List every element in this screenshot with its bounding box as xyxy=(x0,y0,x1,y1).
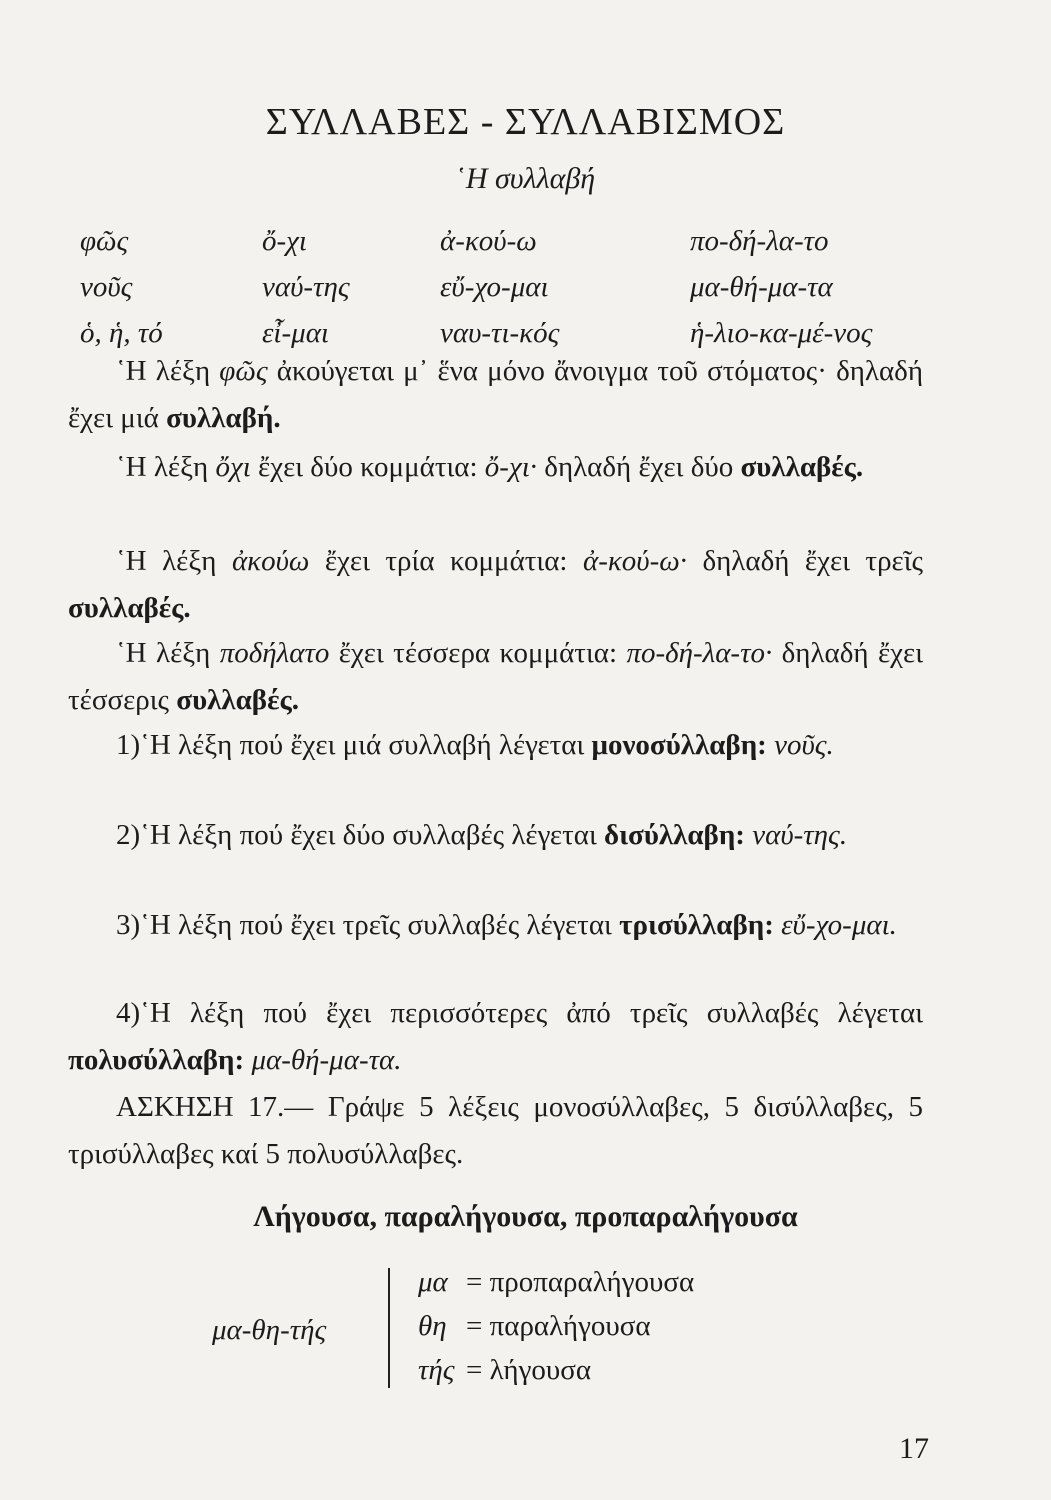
text: ἔχει τρία κομμάτια: xyxy=(309,545,583,577)
term: συλλαβή. xyxy=(166,402,281,434)
rule-disyllable xyxy=(68,812,923,859)
page-title: ΣΥΛΛΑΒΕΣ - ΣΥΛΛΑΒΙΣΜΟΣ xyxy=(265,101,786,143)
grid-word: ναύ-της xyxy=(262,271,350,303)
syllable-name: = προπαραλήγουσα xyxy=(466,1266,695,1298)
paragraph-fos xyxy=(68,348,923,442)
syllable-name: = παραλήγουσα xyxy=(466,1310,651,1342)
example-word: ὄ-χι· xyxy=(484,451,538,483)
text: ἔχει δύο κομμάτια: xyxy=(250,451,485,483)
text: δηλαδή ἔχει δύο xyxy=(537,451,741,483)
grid-word: εἶ-μαι xyxy=(262,317,329,349)
text: ῾Η λέξη xyxy=(116,637,220,669)
term: τρισύλλαβη: xyxy=(619,909,774,941)
grid-word: μα-θή-μα-τα xyxy=(690,271,833,303)
grid-word: νοῦς xyxy=(80,271,133,303)
example-word: εὔ-χο-μαι. xyxy=(773,909,897,941)
example-word: ἀκούω xyxy=(231,545,310,577)
word-grid xyxy=(80,225,960,363)
term: συλλαβές. xyxy=(176,684,299,716)
example-word: μα-θή-μα-τα. xyxy=(244,1044,402,1076)
example-word: φῶς xyxy=(219,355,268,387)
syllable: μα xyxy=(418,1266,448,1298)
exercise-17: ΑΣΚΗΣΗ 17.— Γράψε 5 λέξεις μονοσύλλαβες, 5 δισύλλαβες, 5 τρισύλλαβες καί 5 πολυσύλλαβες. xyxy=(68,1091,923,1170)
grid-word: ναυ-τι-κός xyxy=(440,317,560,349)
example-word: ποδήλατο xyxy=(219,637,330,669)
paragraph-akouo xyxy=(68,538,923,632)
paragraph-podilato xyxy=(68,630,923,724)
text: ῾Η λέξη xyxy=(116,451,216,483)
text: ῾Η λέξη xyxy=(116,545,232,577)
syllable: τής xyxy=(418,1354,455,1386)
example-word: μα-θη-τής xyxy=(212,1314,327,1346)
syllable-name: = λήγουσα xyxy=(466,1354,592,1386)
grid-word: ἡ-λιο-κα-μέ-νος xyxy=(690,317,873,349)
term: δισύλλαβη: xyxy=(604,819,745,851)
page-number: 17 xyxy=(899,1432,929,1465)
word-grid-row xyxy=(80,271,960,317)
paragraph-ochi xyxy=(68,444,923,491)
grid-word: ἀ-κού-ω xyxy=(440,225,537,257)
text: δηλαδή ἔχει τρεῖς xyxy=(686,545,924,577)
text: 3)῾Η λέξη πού ἔχει τρεῖς συλλαβές λέγεται xyxy=(116,909,620,941)
term: μονοσύλλαβη: xyxy=(591,729,767,761)
example-word: ὄχι xyxy=(215,451,251,483)
grid-word: ὄ-χι xyxy=(262,225,307,257)
text: ἔχει τέσσερα κομμάτια: xyxy=(329,637,627,669)
term: συλλαβές. xyxy=(68,592,191,624)
text: 2)῾Η λέξη πού ἔχει δύο συλλαβές λέγεται xyxy=(116,819,605,851)
grid-word: φῶς xyxy=(80,225,129,257)
syllable-row xyxy=(418,1266,694,1299)
text: δηλαδή ἔχει τέσσερις xyxy=(68,637,923,716)
grid-word: πο-δή-λα-το xyxy=(690,225,829,257)
syllable: θη xyxy=(418,1310,447,1342)
text: 4)῾Η λέξη πού ἔχει περισσότερες ἀπό τρεῖς συλλαβές λέγεται xyxy=(116,997,923,1029)
rule-polysyllable xyxy=(68,990,923,1084)
term: συλλαβές. xyxy=(740,451,864,483)
text: ἀκούγεται μ᾿ ἕνα μόνο ἄνοιγμα τοῦ στόματος· δηλαδή ἔχει μιά xyxy=(68,355,923,434)
example-word: νοῦς. xyxy=(766,729,834,761)
rule-monosyllable xyxy=(68,722,923,769)
section-heading: Λήγουσα, παραλήγουσα, προπαραλήγουσα xyxy=(253,1200,798,1233)
syllable-row xyxy=(418,1310,651,1343)
example-word: πο-δή-λα-το· xyxy=(626,637,773,669)
term: πολυσύλλαβη: xyxy=(68,1044,245,1076)
text: ῾Η λέξη xyxy=(116,355,220,387)
text: 1)῾Η λέξη πού ἔχει μιά συλλαβή λέγεται xyxy=(116,729,592,761)
syllable-row xyxy=(418,1354,591,1387)
word-grid-row xyxy=(80,225,960,271)
example-word: ἀ-κού-ω· xyxy=(582,545,687,577)
grid-word: ὁ, ἡ, τό xyxy=(80,317,163,349)
section-subtitle: ῾Η συλλαβή xyxy=(455,162,596,195)
example-word: ναύ-της. xyxy=(744,819,848,851)
grid-word: εὔ-χο-μαι xyxy=(440,271,549,303)
divider-line xyxy=(388,1268,390,1388)
rule-trisyllable xyxy=(68,902,923,949)
